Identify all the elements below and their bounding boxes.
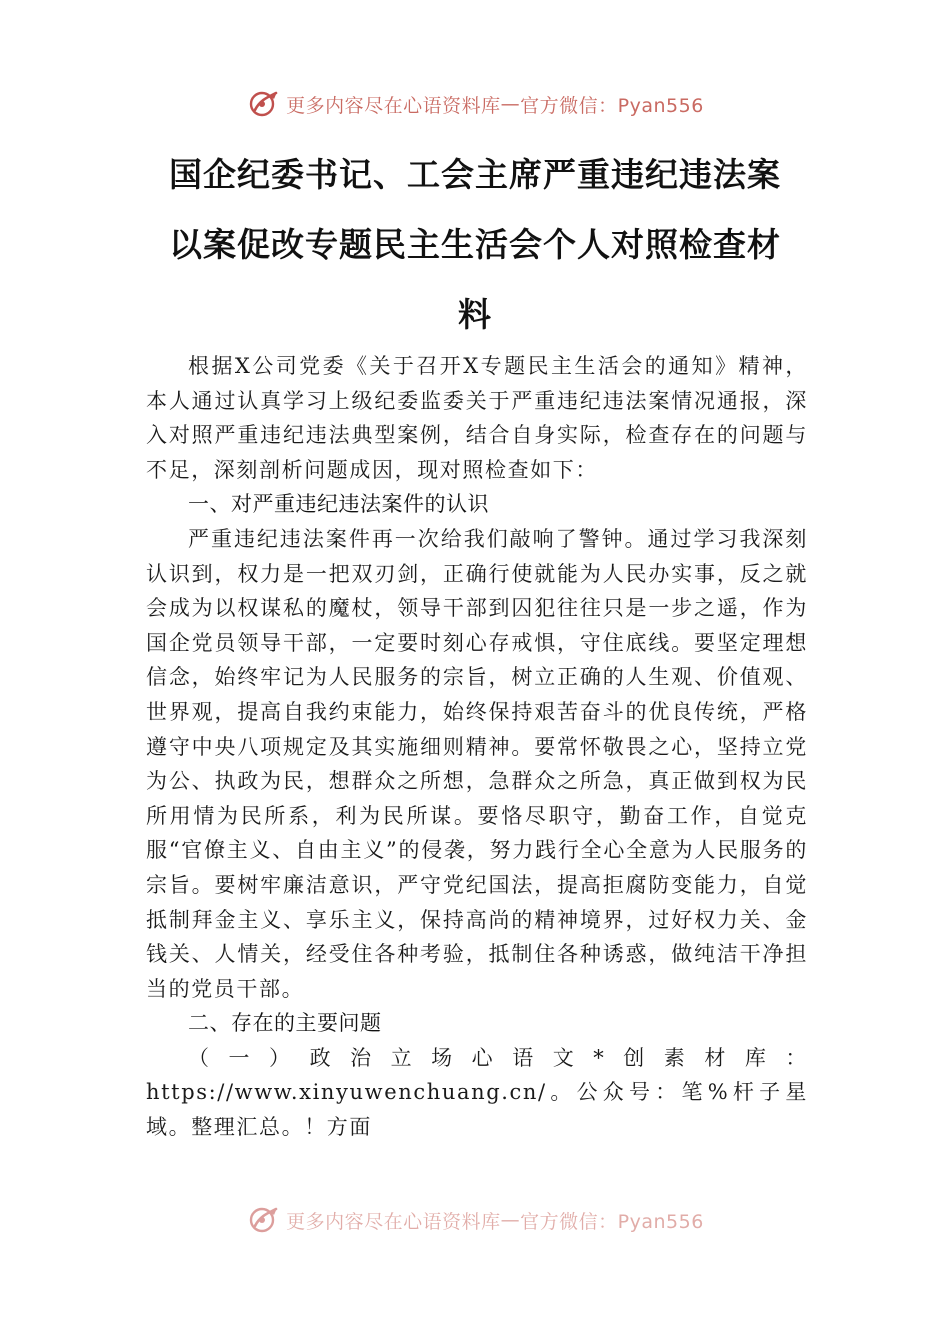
- header-watermark: [0, 84, 950, 124]
- watermark-wechat: 官方微信：Pyan556: [520, 94, 704, 117]
- document-title-line-1: 国企纪委书记、工会主席严重违纪违法案: [169, 155, 781, 194]
- brand-logo-icon: [246, 88, 282, 120]
- document-body: [146, 349, 808, 1145]
- document-title-line-3: 料: [458, 295, 492, 334]
- intro-paragraph: 根据X公司党委《关于召开X专题民主生活会的通知》精神，本人通过认真学习上级纪委监委关于严重违纪违法案情况通报，深入对照严重违纪违法典型案例，结合自身实际，检查存在的问题与不足，深刻剖析问题成因，现对照检查如下：: [146, 354, 808, 482]
- watermark-wechat: 官方微信：Pyan556: [520, 1210, 704, 1233]
- watermark-separator: —: [500, 1209, 521, 1231]
- section-2-heading: 二、存在的主要问题: [188, 1011, 382, 1036]
- document-title-line-2: 以案促改专题民主生活会个人对照检查材: [169, 225, 781, 264]
- section-2-subheading: （一）政治立场心语文*创素材库：https://www.xinyuwenchuang.cn/。公众号：笔%杆子星域。整理汇总。！方面: [146, 1045, 808, 1140]
- watermark-text: 更多内容尽在心语资料库: [286, 94, 501, 117]
- watermark-text: 更多内容尽在心语资料库: [286, 1210, 501, 1233]
- watermark-separator: —: [500, 93, 521, 115]
- brand-logo-icon: [246, 1204, 282, 1236]
- section-1-heading: 一、对严重违纪违法案件的认识: [188, 492, 489, 517]
- section-1-paragraph: 严重违纪违法案件再一次给我们敲响了警钟。通过学习我深刻认识到，权力是一把双刃剑，正确行使就能为人民办实事，反之就会成为以权谋私的魔杖，领导干部到囚犯往往只是一步之遥，作为国企党员领导干部，一定要时刻心存戒惧，守住底线。要坚定理想信念，始终牢记为人民服务的宗旨，树立正确的人生观、价值观、世界观，提高自我约束能力，始终保持艰苦奋斗的优良传统，严格遵守中央八项规定及其实施细则精神。要常怀敬畏之心，坚持立党为公、执政为民，想群众之所想，急群众之所急，真正做到权为民所用情为民所系，利为民所谋。要恪尽职守，勤奋工作，自觉克服“官僚主义、自由主义”的侵袭，努力践行全心全意为人民服务的宗旨。要树牢廉洁意识，严守党纪国法，提高拒腐防变能力，自觉抵制拜金主义、享乐主义，保持高尚的精神境界，过好权力关、金钱关、人情关，经受住各种考验，抵制住各种诱惑，做纯洁干净担当的党员干部。: [146, 526, 808, 1001]
- footer-watermark: [0, 1200, 950, 1240]
